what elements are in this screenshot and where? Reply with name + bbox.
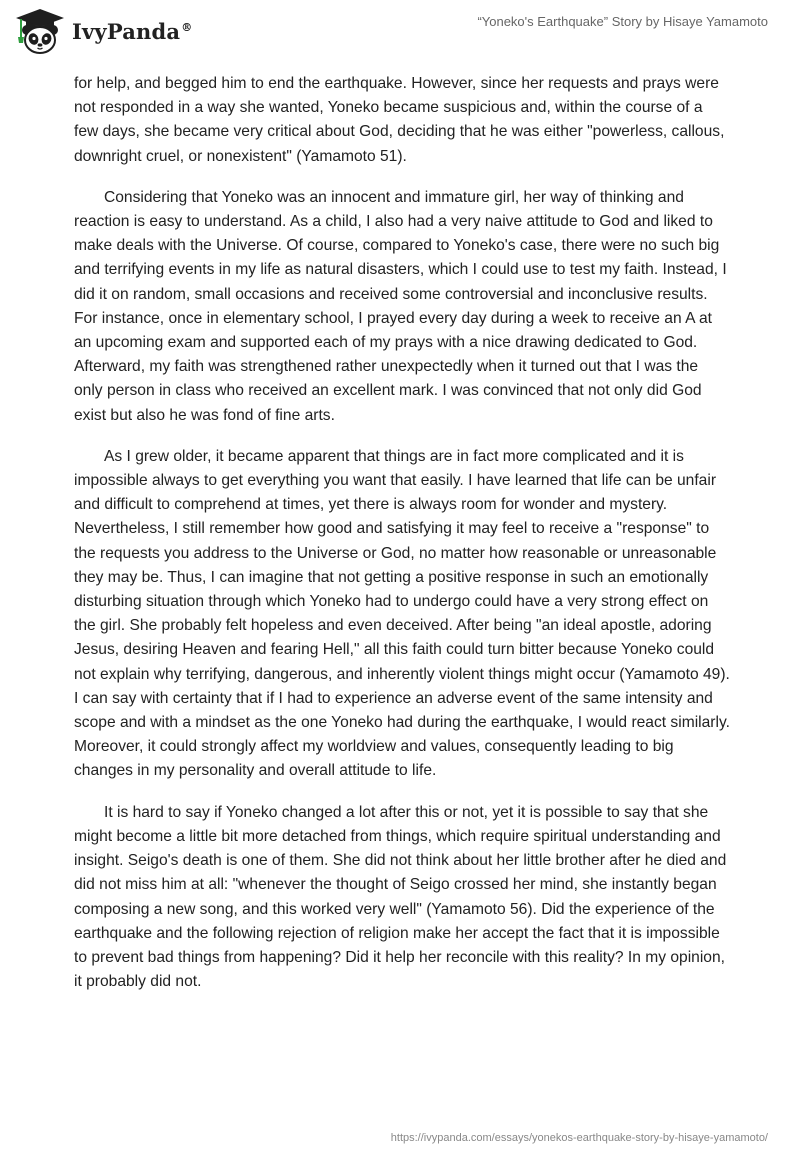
source-url[interactable]: https://ivypanda.com/essays/yonekos-earthquake-story-by-hisaye-yamamoto/	[390, 1132, 768, 1144]
logo-wordmark: IvyPanda®	[72, 18, 193, 44]
ivypanda-logo[interactable]	[14, 6, 192, 56]
document-title: “Yoneko's Earthquake” Story by Hisaye Yamamoto	[477, 14, 768, 29]
essay-paragraph-4: It is hard to say if Yoneko changed a lot after this or not, yet it is possible to say that she might become a little bit more detached from things, which require spiritual understanding and insight. Seigo's death is one of them. She did not think about her little brother after he died and did not miss him at all: "whenever the thought of Seigo crossed her mind, she instantly began composing a new song, and this worked very well" (Yamamoto 56). Did the experience of the earthquake and the following rejection of religion make her accept the fact that it is impossible to prevent bad things from happening? Did it help her reconcile with this reality? In my opinion, it probably did not.	[74, 803, 727, 991]
panda-graduate-icon	[14, 6, 66, 56]
registered-mark: ®	[181, 20, 193, 34]
essay-paragraph-3: As I grew older, it became apparent that things are in fact more complicated and it is impossible always to get everything you want that easily. I have learned that life can be unfair and difficult to comprehend at times, yet there is always room for wonder and mystery. Nevertheless, I still remember how good and satisfying it may feel to receive a "response" to the requests you address to the Universe or God, no matter how reasonable or unreasonable they may be. Thus, I can imagine that not getting a positive response in such an emotionally disturbing situation through which Yoneko had to undergo could have a very strong effect on the girl. She probably felt hopeless and even deceived. After being "an ideal apostle, adoring Jesus, desiring Heaven and fearing Hell," all this faith could turn bitter because Yoneko could not explain why terrifying, dangerous, and inherently violent things might occur (Yamamoto 49). I can say with certainty that if I had to experience an adverse event of the same intensity and scope and with a mindset as the one Yoneko had during the earthquake, I would react similarly. Moreover, it could strongly affect my worldview and values, consequently leading to big changes in my personality and overall attitude to life.	[74, 447, 730, 780]
essay-paragraph-2: Considering that Yoneko was an innocent and immature girl, her way of thinking and reaction is easy to understand. As a child, I also had a very naive attitude to God and liked to make deals with the Universe. Of course, compared to Yoneko's case, there were no such big and terrifying events in my life as natural disasters, which I could use to test my faith. Instead, I did it on random, small occasions and received some controversial and inconclusive results. For instance, once in elementary school, I prayed every day during a week to receive an A at an upcoming exam and supported each of my prays with a nice drawing dedicated to God. Afterward, my faith was strengthened rather unexpectedly when it turned out that I was the only person in class who received an excellent mark. I was convinced that not only did God exist but also he was fond of fine arts.	[74, 188, 727, 424]
page-header	[0, 0, 800, 70]
essay-body	[74, 72, 730, 1011]
essay-paragraph-1: for help, and begged him to end the earthquake. However, since her requests and prays were not responded in a way she wanted, Yoneko became suspicious and, within the course of a few days, she became very critical about God, deciding that he was either "powerless, callous, downright cruel, or nonexistent" (Yamamoto 51).	[74, 75, 725, 165]
